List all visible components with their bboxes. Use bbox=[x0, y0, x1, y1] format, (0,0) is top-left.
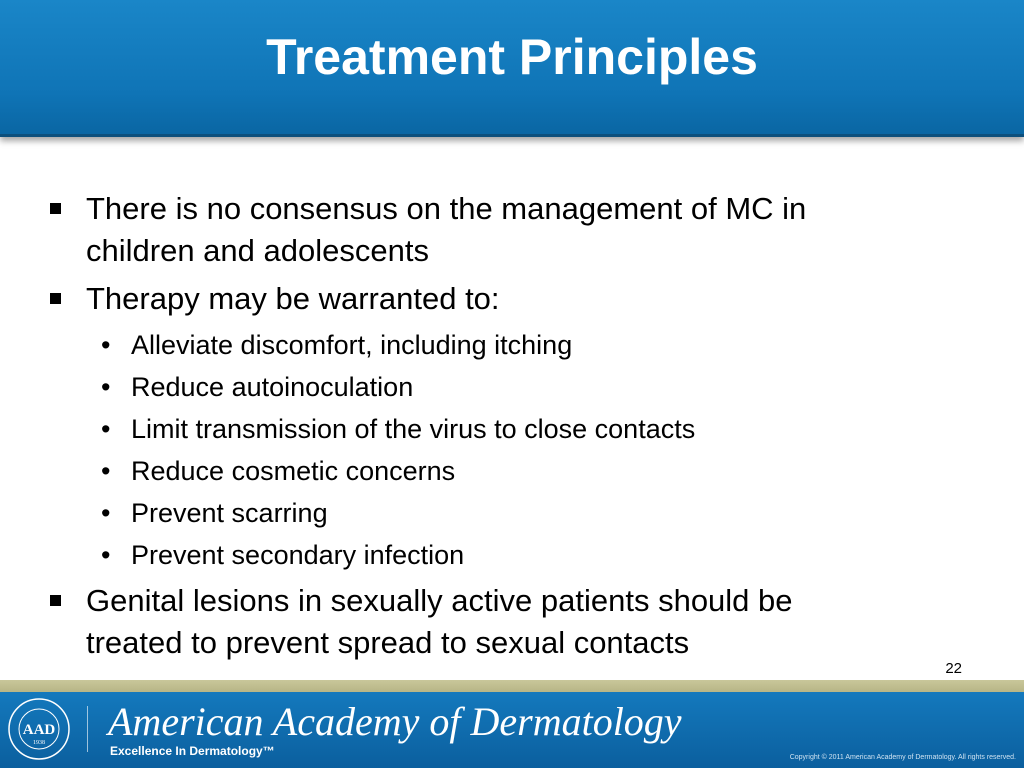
bullet-text-line: treated to prevent spread to sexual contacts bbox=[86, 625, 690, 660]
round-bullet-icon: • bbox=[101, 330, 111, 360]
round-bullet-icon: • bbox=[101, 498, 111, 528]
round-bullet-icon: • bbox=[101, 456, 111, 486]
bullet-text-line: Genital lesions in sexually active patients should be bbox=[86, 583, 793, 618]
seal-year: 1938 bbox=[33, 740, 45, 746]
bullet-text-line: There is no consensus on the management of MC in bbox=[86, 191, 807, 226]
round-bullet-icon: • bbox=[101, 540, 111, 570]
round-bullet-icon: • bbox=[101, 414, 111, 444]
square-bullet-icon bbox=[50, 595, 61, 606]
sub-bullet-item: Alleviate discomfort, including itching bbox=[131, 330, 573, 360]
logo-divider bbox=[87, 706, 88, 752]
organization-name: American Academy of Dermatology bbox=[108, 699, 682, 744]
slide-title: Treatment Principles bbox=[266, 29, 758, 85]
sub-bullet-item: Prevent secondary infection bbox=[131, 540, 465, 570]
round-bullet-icon: • bbox=[101, 372, 111, 402]
sub-bullet-item: Prevent scarring bbox=[131, 498, 328, 528]
bullet-genital-lesions bbox=[86, 580, 966, 664]
seal-text: AAD bbox=[22, 722, 56, 738]
square-bullet-icon bbox=[50, 203, 61, 214]
sub-bullet-item: Reduce cosmetic concerns bbox=[131, 456, 456, 486]
page-number: 22 bbox=[945, 660, 962, 677]
organization-tagline: Excellence In Dermatology™ bbox=[110, 744, 275, 758]
footer-bar bbox=[0, 692, 1024, 768]
title-bar bbox=[0, 0, 1024, 137]
square-bullet-icon bbox=[50, 293, 61, 304]
sub-bullet-item: Reduce autoinoculation bbox=[131, 372, 414, 402]
bullet-text-line: children and adolescents bbox=[86, 233, 429, 268]
copyright-notice: Copyright © 2011 American Academy of Dermatology. All rights reserved. bbox=[789, 754, 1016, 761]
bullet-consensus bbox=[86, 188, 966, 272]
sub-bullet-item: Limit transmission of the virus to close contacts bbox=[131, 414, 696, 444]
aad-seal-logo bbox=[7, 697, 71, 761]
footer-accent-band bbox=[0, 680, 1024, 692]
bullet-therapy: Therapy may be warranted to: bbox=[86, 281, 500, 316]
